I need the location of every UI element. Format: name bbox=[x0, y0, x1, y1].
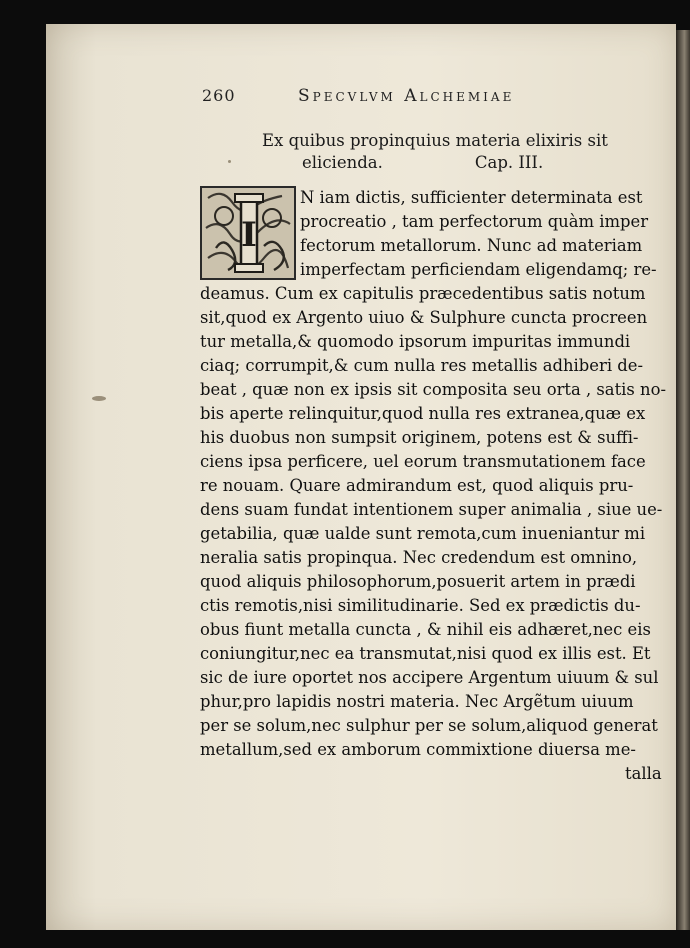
chapter-title-line-2-text: elicienda. bbox=[302, 153, 383, 172]
text-line: neralia satis propinqua. Nec credendum est omnino, bbox=[200, 548, 638, 567]
text-line: per se solum,nec sulphur per se solum,aliquod generat bbox=[200, 716, 658, 735]
text-line: imperfectam perficiendam eligendamq; re- bbox=[300, 260, 657, 279]
page-edge bbox=[676, 30, 690, 930]
page-blemish bbox=[92, 396, 106, 401]
text-line: N iam dictis, sufficienter determinata est bbox=[300, 188, 643, 207]
chapter-title-line-2 bbox=[250, 152, 620, 174]
text-line: ciens ipsa perficere, uel eorum transmutationem face bbox=[200, 452, 646, 471]
text-line: getabilia, quæ ualde sunt remota,cum inueniantur mi bbox=[200, 524, 646, 543]
decorated-initial bbox=[200, 186, 296, 280]
initial-letter: I bbox=[241, 215, 257, 255]
text-line: tur metalla,& quomodo ipsorum impuritas immundi bbox=[200, 332, 631, 351]
text-line: sit,quod ex Argento uiuo & Sulphure cuncta procreen bbox=[200, 308, 648, 327]
text-line: coniungitur,nec ea transmutat,nisi quod ex illis est. Et bbox=[200, 644, 651, 663]
page-number: 260 bbox=[202, 86, 236, 105]
text-line: ctis remotis,nisi similitudinarie. Sed ex prædictis du- bbox=[200, 596, 641, 615]
decorated-initial-icon bbox=[202, 188, 294, 278]
chapter-heading bbox=[250, 130, 620, 174]
chapter-title-line-1: Ex quibus propinquius materia elixiris sit bbox=[262, 131, 608, 150]
text-line: re nouam. Quare admirandum est, quod aliquis pru- bbox=[200, 476, 634, 495]
text-line: talla bbox=[625, 764, 662, 783]
text-line: obus fiunt metalla cuncta , & nihil eis adhæret,nec eis bbox=[200, 620, 651, 639]
text-line: metallum,sed ex amborum commixtione diuersa me- bbox=[200, 740, 636, 759]
chapter-number: Cap. III. bbox=[474, 153, 544, 172]
page-header bbox=[202, 86, 582, 110]
text-line: fectorum metallorum. Nunc ad materiam bbox=[300, 236, 643, 255]
text-line: quod aliquis philosophorum,posuerit artem in prædi bbox=[200, 572, 636, 591]
text-line: bis aperte relinquitur,quod nulla res extranea,quæ ex bbox=[200, 404, 646, 423]
text-line: ciaq; corrumpit,& cum nulla res metallis adhiberi de- bbox=[200, 356, 644, 375]
page-blemish bbox=[228, 160, 231, 163]
text-line: phur,pro lapidis nostri materia. Nec Argẽtum uiuum bbox=[200, 692, 634, 711]
text-line: sic de iure oportet nos accipere Argentum uiuum & sul bbox=[200, 668, 659, 687]
text-line: his duobus non sumpsit originem, potens est & suffi- bbox=[200, 428, 639, 447]
text-line: procreatio , tam perfectorum quàm imper bbox=[300, 212, 649, 231]
text-line: deamus. Cum ex capitulis præcedentibus satis notum bbox=[200, 284, 646, 303]
running-title: Specvlvm Alchemiae bbox=[298, 86, 515, 106]
text-line: beat , quæ non ex ipsis sit composita seu orta , satis no- bbox=[200, 380, 666, 399]
text-line: dens suam fundat intentionem super animalia , siue ue- bbox=[200, 500, 663, 519]
